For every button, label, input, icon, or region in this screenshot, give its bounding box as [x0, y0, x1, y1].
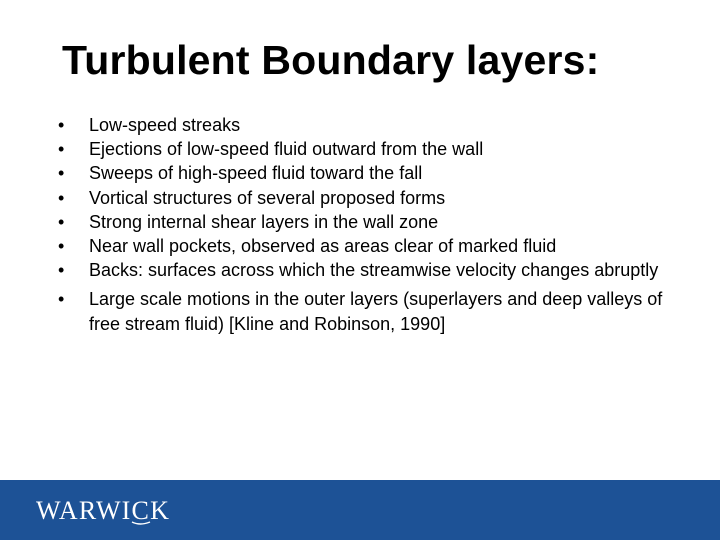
bullet-dot: •: [58, 260, 65, 281]
bullet-item: [58, 137, 668, 161]
footer-bar: [0, 480, 720, 540]
bullet-dot: •: [58, 289, 65, 310]
bullet-dot: •: [58, 187, 65, 208]
warwick-logo: [36, 495, 206, 529]
bullet-item: [58, 113, 668, 137]
bullet-dot: •: [58, 115, 65, 135]
bullet-text: Ejections of low-speed fluid outward from the wall: [89, 139, 484, 160]
bullet-dot: •: [58, 211, 65, 232]
bullet-item: [58, 234, 668, 258]
bullet-dot: •: [58, 163, 65, 184]
bullet-item: [58, 186, 668, 210]
bullet-text: Near wall pockets, observed as areas clear of marked fluid: [89, 236, 557, 257]
bullet-list: [58, 113, 668, 336]
warwick-logo-text: WARWICK: [36, 496, 171, 525]
bullet-dot: •: [58, 236, 65, 257]
bullet-text: Low-speed streaks: [89, 115, 241, 135]
bullet-text: Backs: surfaces across which the streamwise velocity changes abruptly: [89, 260, 659, 281]
bullet-item: [58, 287, 668, 335]
bullet-text: Large scale motions in the outer layers (superlayers and deep valleys of free stream fluid) [Kline and Robinson, 1990]: [89, 289, 663, 334]
bullet-dot: •: [58, 139, 65, 160]
slide-title: Turbulent Boundary layers:: [62, 37, 600, 83]
bullet-text: Vortical structures of several proposed forms: [89, 187, 446, 208]
bullet-item: [58, 210, 668, 234]
bullet-text: Strong internal shear layers in the wall zone: [89, 211, 439, 232]
bullet-item: [58, 161, 668, 185]
bullet-text: Sweeps of high-speed fluid toward the fall: [89, 163, 423, 184]
warwick-logo-mark: [36, 495, 206, 529]
bullet-item: [58, 258, 668, 282]
